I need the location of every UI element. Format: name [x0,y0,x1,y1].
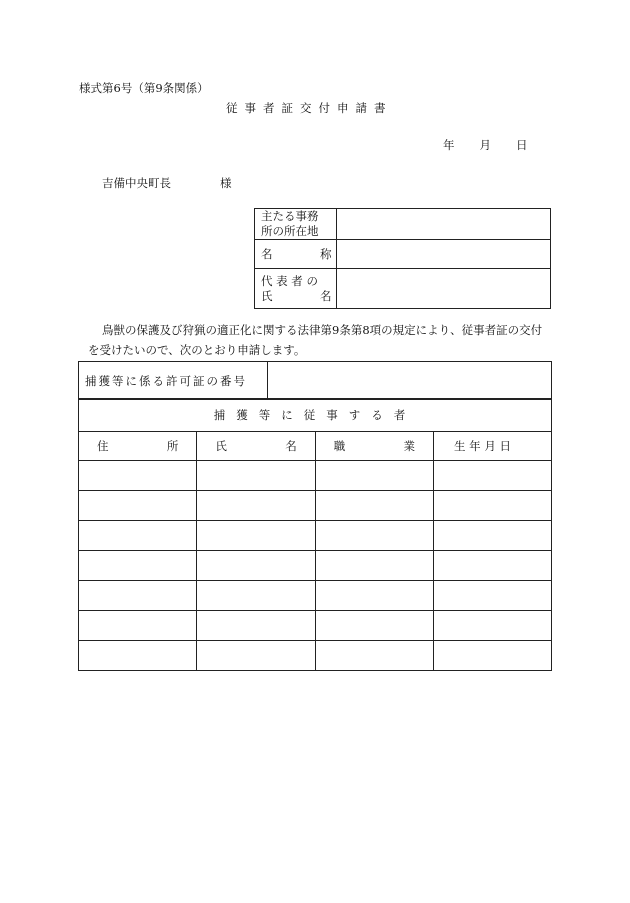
table-cell[interactable] [315,521,433,551]
form-number: 様式第6号（第9条関係） [79,81,209,95]
addressee-honorific: 様 [220,176,232,190]
name-label-a: 名 [261,246,273,261]
table-cell[interactable] [79,491,197,521]
name-label [255,240,337,269]
date-month: 月 [479,138,491,152]
table-cell[interactable] [315,611,433,641]
address-label-line2: 所の所在地 [261,224,319,238]
table-row [79,641,552,671]
table-cell[interactable] [315,641,433,671]
table-cell[interactable] [197,641,315,671]
address-field[interactable] [336,209,550,240]
date-line [443,137,528,153]
table-cell[interactable] [197,551,315,581]
table-cell[interactable] [79,581,197,611]
column-address-b: 所 [166,439,179,453]
statement-line2: を受けたいので、次のとおり申請します。 [88,343,306,357]
table-cell[interactable] [197,521,315,551]
applicant-info-table [254,208,551,309]
table-cell[interactable] [434,641,552,671]
table-cell[interactable] [197,491,315,521]
table-cell[interactable] [79,521,197,551]
representative-label [255,269,337,309]
table-cell[interactable] [434,461,552,491]
column-occupation [315,432,433,461]
name-label-b: 称 [320,246,332,261]
table-row [79,581,552,611]
address-label [255,209,337,240]
table-row [79,551,552,581]
table-cell[interactable] [197,611,315,641]
table-row [79,521,552,551]
permit-number-field[interactable] [268,362,552,400]
table-cell[interactable] [315,461,433,491]
statement-line1: 鳥獣の保護及び狩猟の適正化に関する法律第9条第8項の規定により、従事者証の交付 [102,323,543,337]
table-cell[interactable] [79,611,197,641]
table-cell[interactable] [434,581,552,611]
column-address [79,432,197,461]
table-cell[interactable] [79,641,197,671]
column-occupation-b: 業 [403,439,416,453]
table-cell[interactable] [434,551,552,581]
representative-field[interactable] [336,269,550,309]
addressee-name: 吉備中央町長 [102,176,171,190]
column-birthdate: 生 年 月 日 [434,432,552,461]
table-cell[interactable] [434,491,552,521]
permit-number-label: 捕獲等に係る許可証の番号 [79,362,268,400]
permit-number-table [78,361,552,400]
column-name [197,432,315,461]
workers-table-caption: 捕獲等に従事する者 [79,399,552,432]
table-cell[interactable] [434,611,552,641]
table-cell[interactable] [315,491,433,521]
table-cell[interactable] [434,521,552,551]
table-cell[interactable] [315,581,433,611]
address-label-line1: 主たる事務 [261,209,319,223]
column-name-a: 氏 [215,439,227,453]
table-row [79,491,552,521]
date-year: 年 [443,138,455,152]
table-cell[interactable] [79,551,197,581]
name-field[interactable] [336,240,550,269]
table-row [79,611,552,641]
column-occupation-a: 職 [333,439,346,453]
application-statement [88,320,558,360]
representative-label-b: 名 [320,288,332,303]
representative-label-a: 氏 [261,288,273,303]
column-address-a: 住 [97,439,109,453]
document-title: 従事者証交付申請書 [226,101,393,115]
representative-label-line1: 代 表 者 の [261,273,318,288]
table-cell[interactable] [315,551,433,581]
table-cell[interactable] [197,461,315,491]
table-cell[interactable] [79,461,197,491]
workers-table [78,398,552,671]
column-name-b: 名 [285,439,297,453]
table-row [79,461,552,491]
table-cell[interactable] [197,581,315,611]
workers-table-header [79,432,552,461]
date-day: 日 [516,138,528,152]
